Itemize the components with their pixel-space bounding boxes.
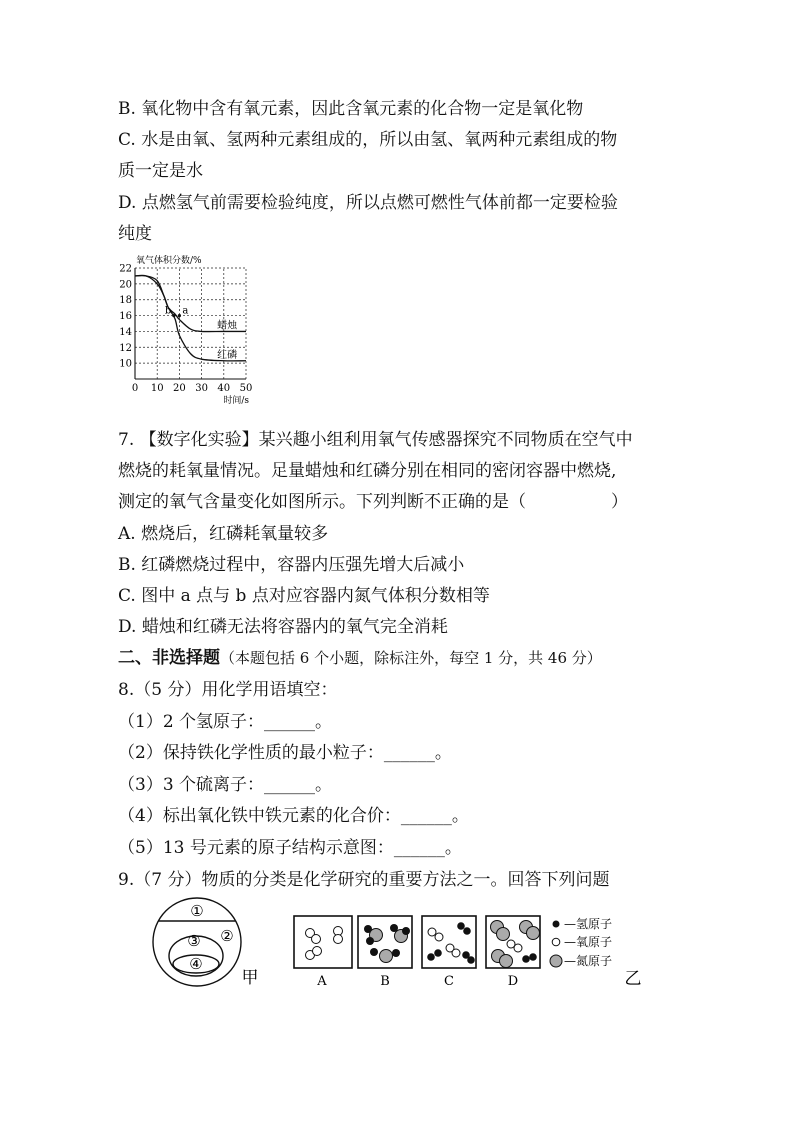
- hydrogen-atom: [463, 927, 471, 935]
- point-label-b: b: [164, 305, 172, 317]
- label-4: ④: [189, 955, 203, 973]
- nitrogen-atom: [380, 950, 393, 963]
- y-axis-label: 氧气体积分数/%: [136, 256, 202, 266]
- oxygen-atom: [452, 949, 460, 957]
- oxygen-atom: [435, 933, 443, 941]
- option-6d-line1: D. 点燃氢气前需要检验纯度，所以点燃可燃性气体前都一定要检验: [118, 193, 618, 213]
- nitrogen-atom: [500, 955, 513, 968]
- legend-hydrogen: —氢原子: [564, 917, 613, 931]
- y-tick-label: 16: [119, 311, 132, 323]
- chart-labels: [119, 254, 252, 406]
- x-tick-label: 10: [150, 383, 164, 394]
- question-8-2: （2）保持铁化学性质的最小粒子：______。: [118, 743, 452, 763]
- x-tick-label: 0: [131, 383, 139, 394]
- series-label-phosphorus: 红磷: [217, 349, 238, 361]
- option-7d: D. 蜡烛和红磷无法将容器内的氧气完全消耗: [118, 617, 448, 637]
- section-2-note: （本题包括 6 个小题，除标注外，每空 1 分，共 46 分）: [220, 649, 602, 667]
- option-7b: B. 红磷燃烧过程中，容器内压强先增大后减小: [118, 555, 465, 575]
- option-6c-line1: C. 水是由氧、氢两种元素组成的，所以由氢、氧两种元素组成的物: [118, 130, 618, 150]
- question-8-1: （1）2 个氢原子：______。: [118, 712, 333, 732]
- option-6c-line2: 质一定是水: [118, 161, 203, 181]
- oxygen-atom: [428, 928, 436, 936]
- box-label-d: D: [507, 974, 519, 989]
- point-b: [172, 314, 175, 317]
- y-tick-label: 20: [119, 279, 132, 291]
- point-label-a: a: [182, 305, 189, 317]
- hydrogen-atom: [392, 949, 400, 957]
- hydrogen-atom: [427, 953, 435, 961]
- series-line-2: [135, 276, 246, 361]
- option-7c: C. 图中 a 点与 b 点对应容器内氮气体积分数相等: [118, 586, 490, 606]
- legend-oxygen: —氧原子: [564, 935, 613, 949]
- x-tick-label: 30: [195, 383, 208, 394]
- option-6b: B. 氧化物中含有氧元素，因此含氧元素的化合物一定是氧化物: [118, 99, 584, 119]
- option-7a: A. 燃烧后，红磷耗氧量较多: [118, 524, 329, 544]
- question-8: 8.（5 分）用化学用语填空：: [118, 680, 338, 700]
- box-a: [294, 916, 352, 968]
- section-2-title: 二、非选择题: [118, 648, 220, 668]
- nitrogen-atom: [497, 928, 510, 941]
- y-tick-label: 14: [119, 326, 132, 338]
- question-7-line2: 燃烧的耗氧量情况。足量蜡烛和红磷分别在相同的密闭容器中燃烧,: [118, 461, 617, 481]
- hydrogen-atom: [370, 948, 378, 956]
- x-tick-label: 20: [173, 383, 186, 394]
- particle-diagram: [290, 911, 650, 991]
- hydrogen-atom: [522, 955, 530, 963]
- option-6d-line2: 纯度: [118, 224, 152, 244]
- question-8-4: （4）标出氧化铁中铁元素的化合价：______。: [118, 806, 469, 826]
- question-8-5: （5）13 号元素的原子结构示意图：______。: [118, 838, 462, 858]
- hydrogen-atom: [467, 956, 475, 964]
- label-3: ③: [187, 932, 201, 950]
- hydrogen-atom: [529, 953, 537, 961]
- hydrogen-atom: [402, 927, 410, 935]
- hydrogen-atom: [434, 949, 442, 957]
- series-label-candle: 蜡烛: [217, 320, 238, 332]
- box-label-a: A: [317, 974, 327, 989]
- point-a: [178, 314, 181, 317]
- hydrogen-atom: [457, 922, 465, 930]
- x-axis-label: 时间/s: [223, 396, 249, 406]
- label-2: ②: [220, 927, 234, 945]
- question-9: 9.（7 分）物质的分类是化学研究的重要方法之一。回答下列问题: [118, 870, 610, 890]
- box-label-b: B: [380, 974, 390, 989]
- y-tick-label: 12: [119, 342, 132, 354]
- legend-hydrogen-icon: [553, 921, 560, 928]
- y-tick-label: 10: [119, 358, 132, 370]
- y-tick-label: 22: [119, 263, 132, 275]
- label-1: ①: [190, 902, 204, 920]
- oxygen-atom: [313, 947, 322, 956]
- section-2-heading: [118, 647, 602, 669]
- chart-lines: [135, 275, 246, 361]
- question-7-line1: 7. 【数字化实验】某兴趣小组利用氧气传感器探究不同物质在空气中: [118, 430, 633, 450]
- y-tick-label: 18: [119, 295, 132, 307]
- oxygen-atom: [312, 935, 321, 944]
- oxygen-chart: [115, 250, 265, 420]
- x-tick-label: 40: [217, 383, 231, 394]
- question-8-3: （3）3 个硫离子：______。: [118, 775, 333, 795]
- box-label-c: C: [444, 974, 454, 989]
- legend-oxygen-icon: [552, 938, 560, 946]
- caption-yi: 乙: [624, 969, 642, 989]
- oxygen-atom: [334, 935, 343, 944]
- caption-jia: 甲: [241, 968, 259, 988]
- oxygen-atom: [514, 944, 522, 952]
- hydrogen-atom: [366, 937, 374, 945]
- nitrogen-atom: [527, 927, 540, 940]
- legend-nitrogen-icon: [550, 955, 562, 967]
- classification-diagram: [148, 897, 263, 989]
- question-7-line3: 测定的氧气含量变化如图所示。下列判断不正确的是（ ）: [118, 492, 628, 512]
- x-tick-label: 50: [239, 383, 253, 394]
- legend-nitrogen: —氮原子: [564, 954, 613, 968]
